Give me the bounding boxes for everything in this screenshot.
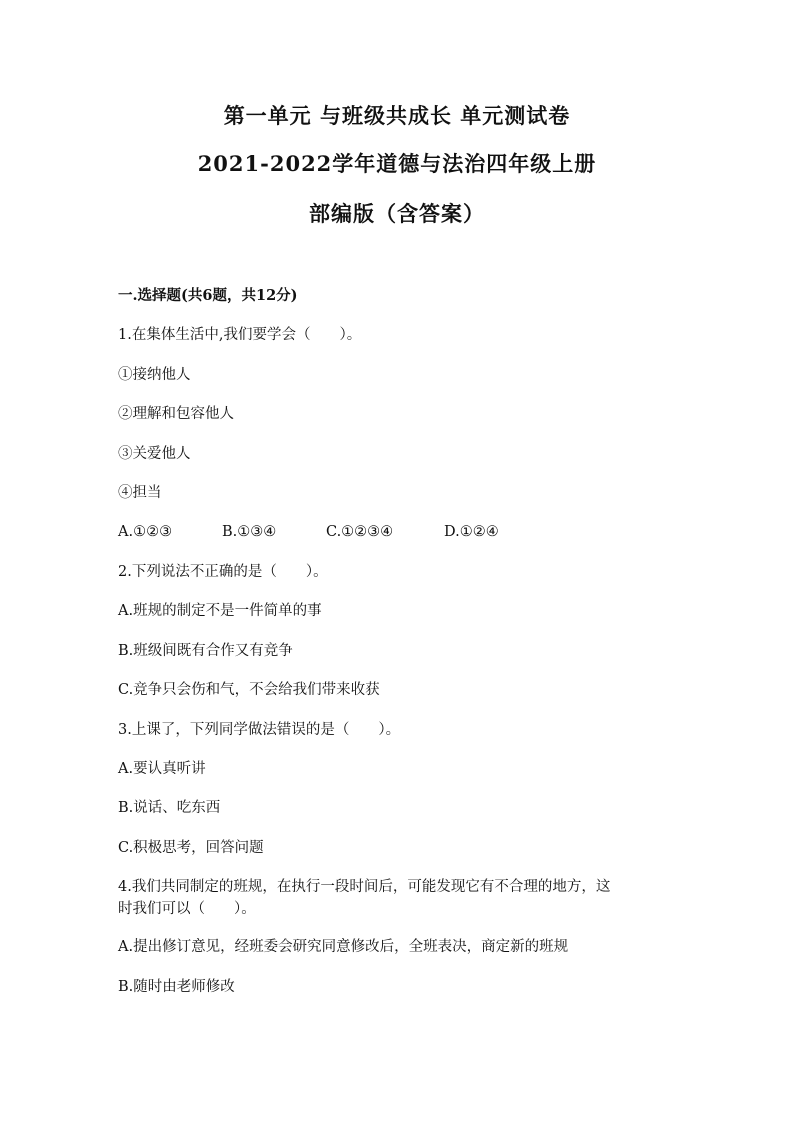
question-1-option-b: B.①③④ [222,524,277,540]
title-line-3: 部编版（含答案） [309,201,485,226]
question-1-options [118,522,499,542]
question-3-option-b: B.说话、吃东西 [118,800,221,816]
question-4-stem-line-2: 时我们可以（ ）。 [118,901,256,917]
section-heading: 一.选择题(共6题，共12分) [118,287,298,304]
title-line-2: 2021-2022学年道德与法治四年级上册 [197,151,597,176]
question-2-stem: 2.下列说法不正确的是（ ）。 [118,564,328,580]
question-4-option-b: B.随时由老师修改 [118,979,235,995]
title-line-1: 第一单元 与班级共成长 单元测试卷 [223,103,571,128]
question-1-stem: 1.在集体生活中,我们要学会（ ）。 [118,327,362,343]
question-2-option-a: A.班规的制定不是一件简单的事 [118,603,322,619]
question-1-option-d: D.①②④ [444,524,499,540]
question-4-stem-line-1: 4.我们共同制定的班规，在执行一段时间后，可能发现它有不合理的地方，这 [118,879,611,895]
question-3-option-a: A.要认真听讲 [118,761,206,777]
question-2-option-c: C.竞争只会伤和气，不会给我们带来收获 [118,682,380,698]
question-1-item: ④担当 [118,485,162,501]
question-1-item: ①接纳他人 [118,367,191,383]
question-2-option-b: B.班级间既有合作又有竞争 [118,643,293,659]
question-3-option-c: C.积极思考，回答问题 [118,840,264,856]
question-1-option-a: A.①②③ [118,524,173,540]
question-1-option-c: C.①②③④ [326,524,394,540]
question-4-option-a: A.提出修订意见，经班委会研究同意修改后，全班表决，商定新的班规 [118,939,569,955]
question-3-stem: 3.上课了，下列同学做法错误的是（ ）。 [118,722,401,738]
question-1-item: ③关爱他人 [118,446,191,462]
question-1-item: ②理解和包容他人 [118,406,234,422]
